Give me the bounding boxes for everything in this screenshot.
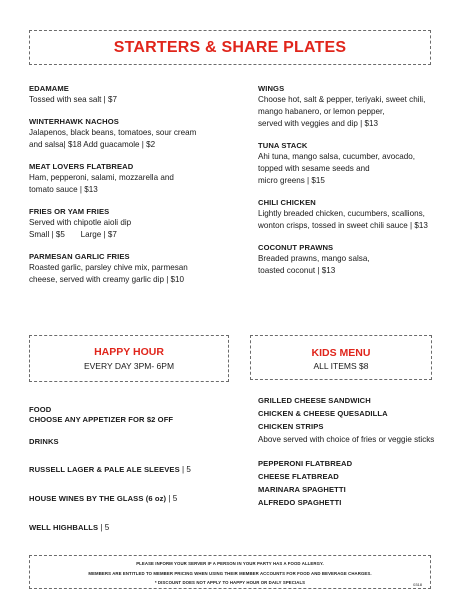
drink-item [29,517,244,535]
item-description: toasted coconut | $13 [258,266,336,275]
discount-notice: * DISCOUNT DOES NOT APPLY TO HAPPY HOUR OR DAILY SPECIALS [154,580,306,585]
item-description: Small | $5 Large | $7 [29,230,117,239]
allergy-notice: PLEASE INFORM YOUR SERVER IF A PERSON IN YOUR PARTY HAS A FOOD ALLERGY. [136,561,324,566]
drink-price: | 5 [179,465,191,474]
member-pricing-notice: MEMBERS ARE ENTITLED TO MEMBER PRICING WHEN USING THEIR MEMBER ACCOUNTS FOR FOOD AND BEVERAGE CHARGES. [88,571,372,576]
happy-hour-subtitle: EVERY DAY 3PM- 6PM [83,361,175,371]
drink-name: WELL HIGHBALLS [29,523,99,532]
kids-item: CHEESE FLATBREAD [258,472,339,481]
starters-right-column [258,84,458,277]
kids-menu-title: KIDS MENU [311,347,371,359]
happy-hour-box [29,335,229,382]
item-description: Roasted garlic, parsley chive mix, parmesan [29,263,188,272]
kids-item: GRILLED CHEESE SANDWICH [258,396,371,405]
item-name: MEAT LOVERS FLATBREAD [29,162,134,171]
drinks-label: DRINKS [29,437,59,446]
kids-menu-details [258,394,458,509]
drink-name: HOUSE WINES BY THE GLASS (6 oz) [29,494,167,503]
menu-item [29,207,234,241]
item-description: wonton crisps, tossed in sweet chili sauce | $13 [258,221,428,230]
item-description: topped with sesame seeds and [258,164,370,173]
kids-item: ALFREDO SPAGHETTI [258,498,342,507]
drink-price: | 5 [166,494,178,503]
item-description: mango habanero, or lemon pepper, [258,107,385,116]
item-name: WINTERHAWK NACHOS [29,117,119,126]
item-name: PARMESAN GARLIC FRIES [29,252,130,261]
menu-item [258,84,458,130]
item-name: TUNA STACK [258,141,308,150]
food-label: FOOD [29,405,52,414]
menu-item [29,84,234,106]
menu-item [258,141,458,187]
menu-item [29,162,234,196]
happy-hour-details [29,405,244,535]
item-description: cheese, served with creamy garlic dip | $10 [29,275,185,284]
item-name: COCONUT PRAWNS [258,243,334,252]
menu-item [258,243,458,277]
food-offer: CHOOSE ANY APPETIZER FOR $2 OFF [29,415,174,424]
drink-price: | 5 [98,523,110,532]
drink-item [29,488,244,506]
kids-menu-subtitle: ALL ITEMS $8 [313,361,369,371]
starters-left-column [29,84,234,286]
item-description: Served with chipotle aioli dip [29,218,132,227]
footer-notice-box [29,555,431,589]
item-description: Jalapenos, black beans, tomatoes, sour cream [29,128,197,137]
kids-menu-box [250,335,432,380]
item-description: Tossed with sea salt | $7 [29,95,118,104]
page-title: STARTERS & SHARE PLATES [113,39,347,56]
item-description: served with veggies and dip | $13 [258,119,378,128]
item-description: Ham, pepperoni, salami, mozzarella and [29,173,174,182]
header-box [29,30,431,65]
kids-item: CHICKEN & CHEESE QUESADILLA [258,409,388,418]
item-name: CHILI CHICKEN [258,198,316,207]
item-description: Choose hot, salt & pepper, teriyaki, sweet chili, [258,95,426,104]
menu-item [258,198,458,232]
item-name: WINGS [258,84,285,93]
item-name: FRIES OR YAM FRIES [29,207,110,216]
kids-item: PEPPERONI FLATBREAD [258,459,353,468]
item-description: Ahi tuna, mango salsa, cucumber, avocado, [258,152,416,161]
menu-code: 0318 [413,582,422,587]
item-description: Breaded prawns, mango salsa, [258,254,370,263]
happy-hour-title: HAPPY HOUR [94,346,164,358]
item-description: and salsa| $18 Add guacamole | $2 [29,140,156,149]
drink-item [29,459,244,477]
kids-item-note: Above served with choice of fries or veggie sticks [258,435,435,444]
item-description: micro greens | $15 [258,176,325,185]
menu-item [29,117,234,151]
kids-item: CHICKEN STRIPS [258,422,324,431]
drink-name: RUSSELL LAGER & PALE ALE SLEEVES [29,465,180,474]
menu-item [29,252,234,286]
item-description: Lightly breaded chicken, cucumbers, scallions, [258,209,425,218]
item-name: EDAMAME [29,84,69,93]
kids-item: MARINARA SPAGHETTI [258,485,346,494]
item-description: tomato sauce | $13 [29,185,98,194]
